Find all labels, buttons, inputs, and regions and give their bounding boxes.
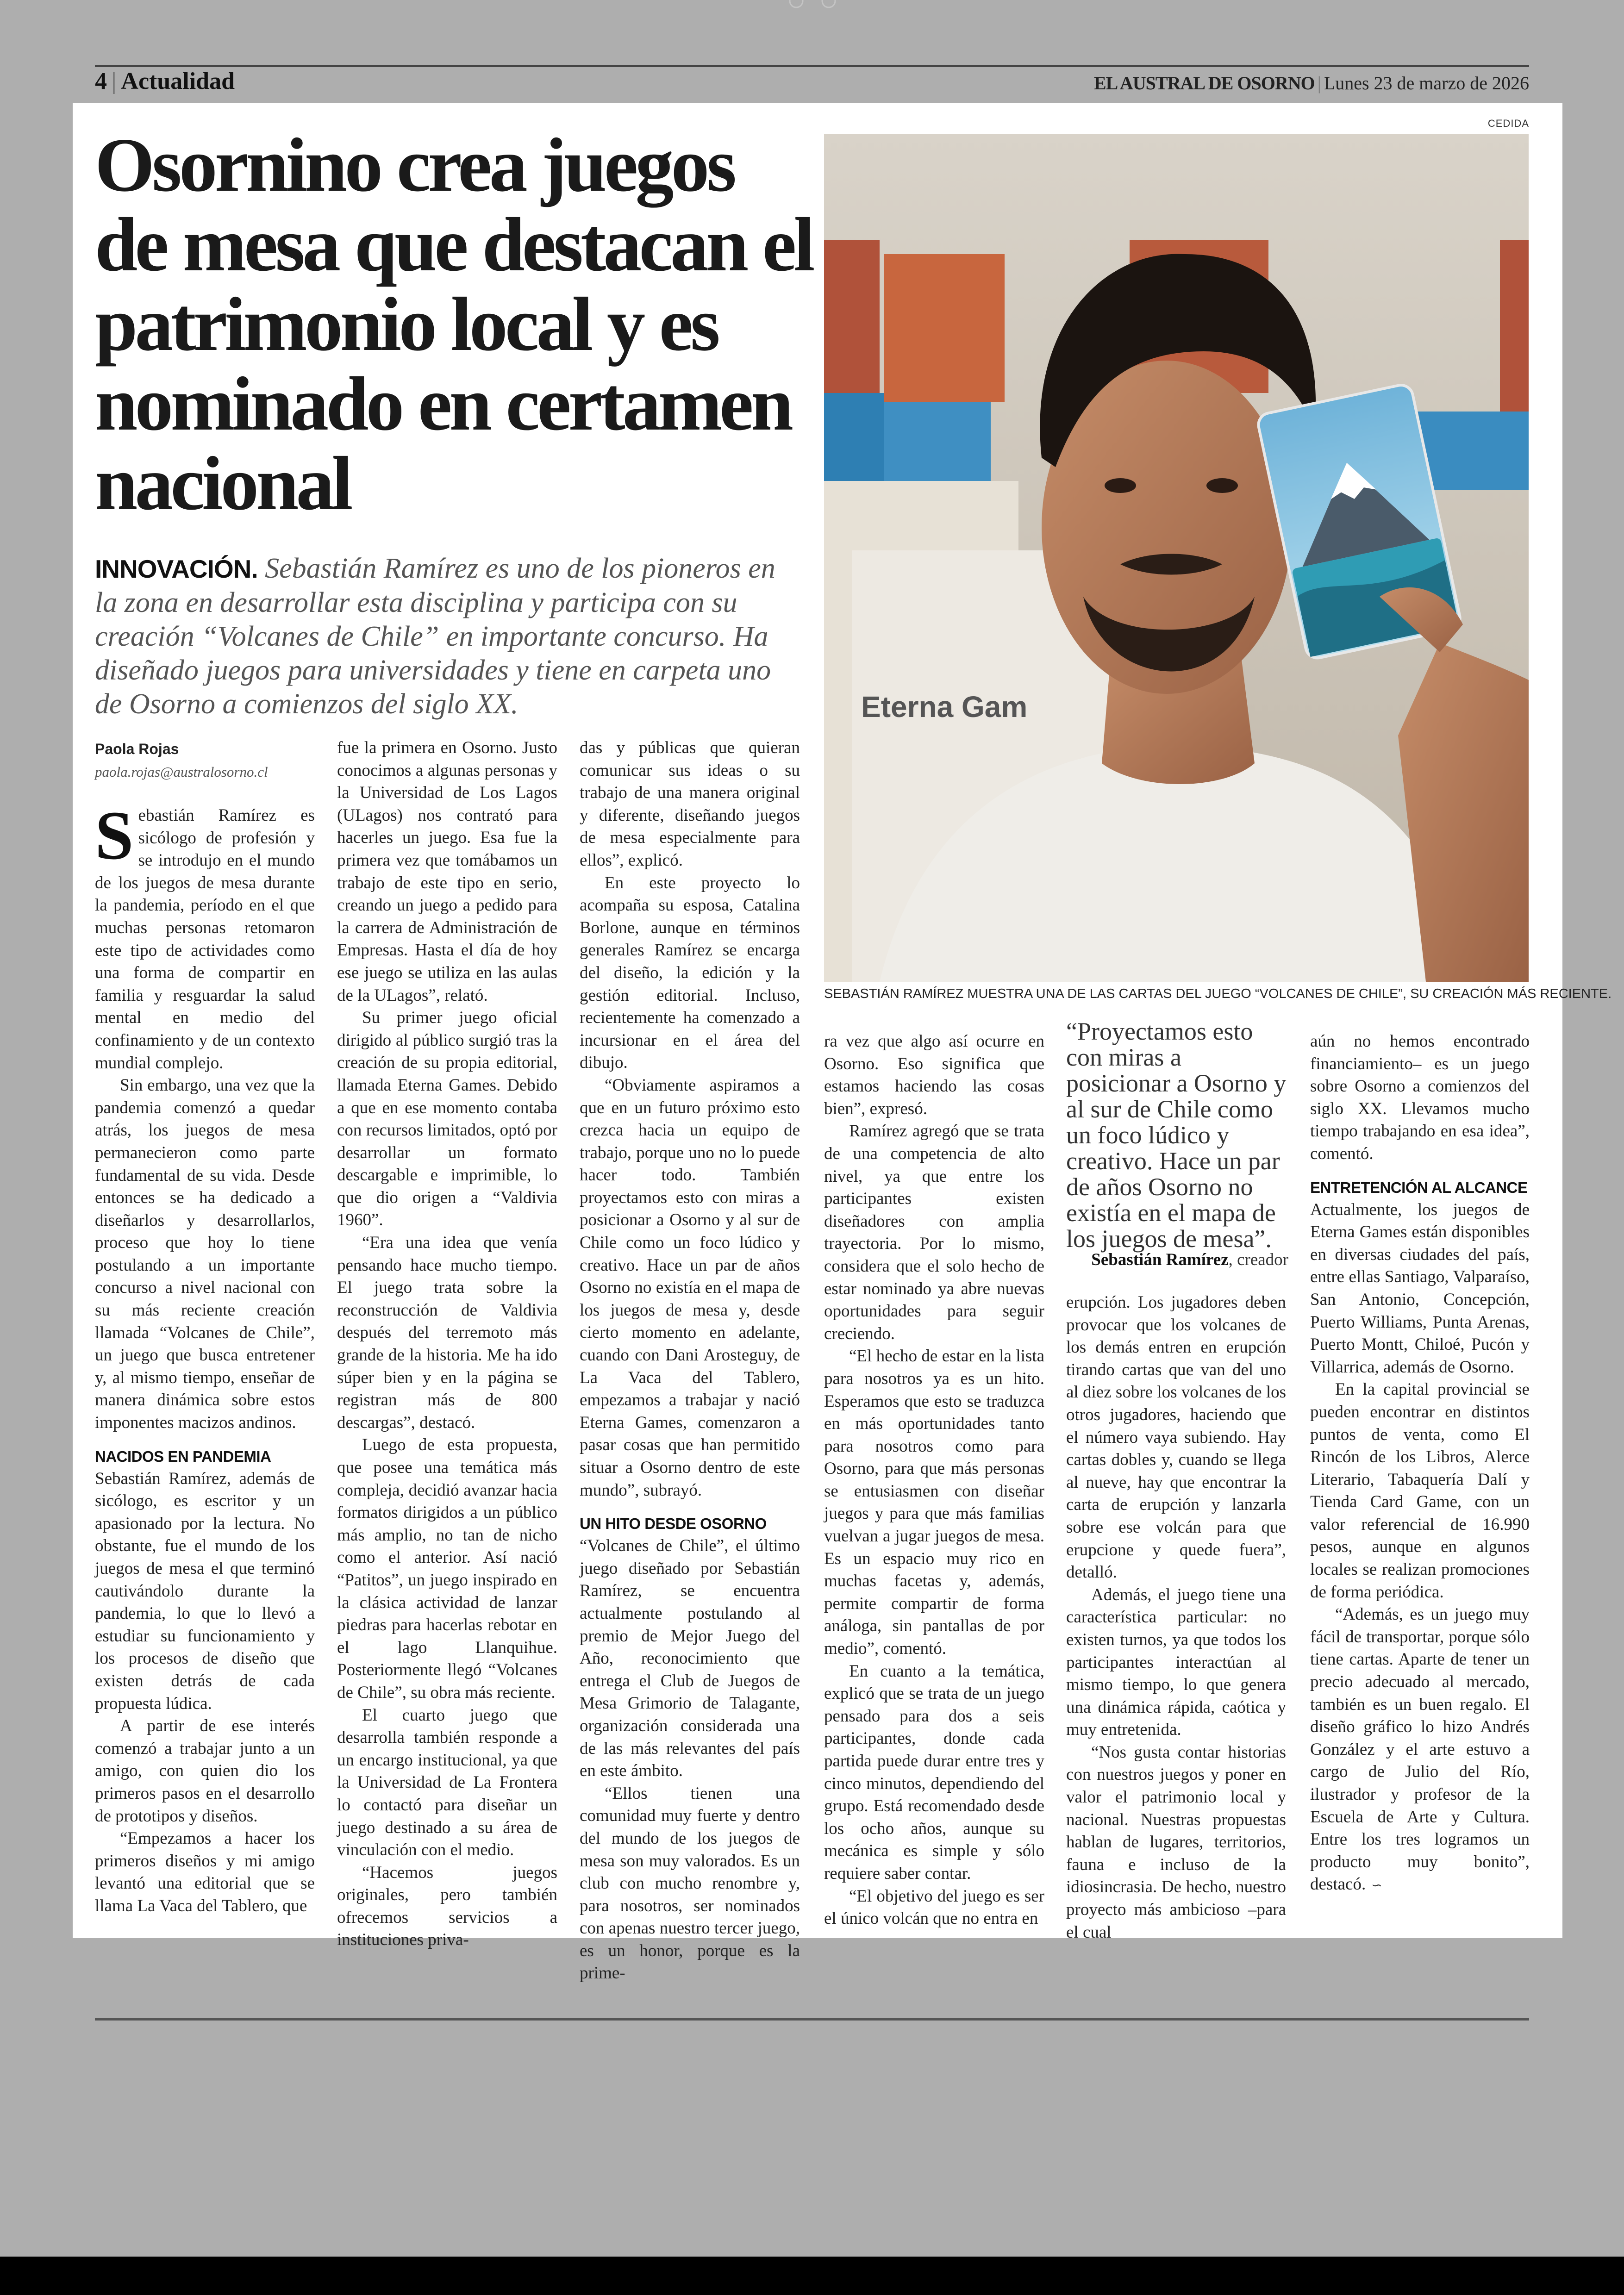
paragraph: “Era una idea que venía pensando hace mucho tiempo. El juego trata sobre la reconstrucción de Valdivia después del terremoto más grande de la historia. Me ha ido súper bien y en la página se registran más de 800 descargas”, destacó.: [337, 1233, 557, 1432]
deck-text: Sebastián Ramírez es uno de los pioneros en la zona en desarrollar esta disciplina y participa con su creación “Volcanes de Chile” en importante concurso. Ha diseñado juegos para universidades y tiene en carpeta uno de Osorno a comienzos del siglo XX.: [95, 553, 775, 720]
paragraph: “Ellos tienen una comunidad muy fuerte y dentro del mundo de los juegos de mesa son muy valorados. Es un club con mucho renombre y, para nosotros, ser nominados con apenas nuestro tercer juego, es un honor, porque es la prime-: [580, 1784, 800, 1983]
paragraph: “Obviamente aspiramos a que en un futuro próximo esto crezca hacia un equipo de trabajo, porque uno no lo puede hacer todo. También proyectamos esto con miras a posicionar a Osorno y al sur de Chile como un foco lúdico y creativo. Hace un par de años Osorno no existía en el mapa de los juegos de mesa y, desde cierto momento en adelante, cuando con Dani Arosteguy, de La Vaca del Tablero, empezamos a trabajar y nació Eterna Games, comenzaron a pasar cosas que han permitido situar a Osorno dentro de este mundo”, subrayó.: [580, 1075, 800, 1500]
deck-kicker: INNOVACIÓN.: [95, 555, 258, 583]
paragraph: Su primer juego oficial dirigido al público surgió tras la creación de su propia editorial, llamada Eterna Games. Debido a que en ese momento contaba con recursos limitados, optó por desarrollar un formato descargable e imprimible, lo que dio origen a “Valdivia 1960”.: [337, 1008, 557, 1230]
viewer-bottom-bar: [0, 2257, 1624, 2295]
paragraph: erupción. Los jugadores deben provocar que los volcanes de los demás entren en erupción tirando cartas que van del uno al diez sobre los volcanes de los otros jugadores, haciendo que el número vaya subiendo. Hay cartas dobles y, cuando se llega al nueve, hay que encontrar la carta de erupción y lanzarla sobre ese volcán para que erupcione y quede fuera”, detalló.: [1066, 1293, 1286, 1582]
headline: Osornino crea juegos de mesa que destacan el patrimonio local y es nominado en certamen nacional: [95, 122, 812, 526]
page-indicator-dots: [778, 0, 852, 14]
paragraph: fue la primera en Osorno. Justo conocimos a algunas personas y la Universidad de Los Lagos (ULagos) nos contrató para hacerles un juego. Esa fue la primera vez que tomábamos un trabajo de este tipo en serio, creando un juego a pedido para la carrera de Administración de Empresas. Hasta el día de hoy ese juego se utiliza en las aulas de la ULagos”, relató.: [337, 738, 557, 1005]
quote-role: , creador: [1228, 1250, 1288, 1269]
issue-date: Lunes 23 de marzo de 2026: [1324, 73, 1529, 94]
paragraph: ra vez que algo así ocurre en Osorno. Eso significa que estamos haciendo las cosas bien”, expresó.: [824, 1032, 1044, 1118]
newspaper-name: EL AUSTRAL DE OSORNO: [1093, 73, 1315, 94]
paragraph: Luego de esta propuesta, que posee una temática más compleja, decidió avanzar hacia formatos dirigidos a un público más amplio, no tan de nicho como el anterior. Así nació “Patitos”, un juego inspirado en la clásica actividad de lanzar piedras para hacerlas rebotar en el lago Llanquihue. Posteriormente llegó “Volcanes de Chile”, su obra más reciente.: [337, 1435, 557, 1702]
photo-credit: CEDIDA: [1487, 118, 1529, 129]
paragraph: En la capital provincial se pueden encontrar en distintos puntos de venta, como El Rincón de los Libros, Alerce Literario, Tabaquería Dalí y Tienda Card Game, con un valor referencial de 16.990 pesos, aunque en algunos locales se realizan promociones de forma periódica.: [1310, 1380, 1530, 1602]
paragraph: En cuanto a la temática, explicó que se trata de un juego pensado para dos a seis participantes, donde cada partida puede durar entre tres y cinco minutos, dependiendo del grupo. Está recomendado desde los ocho años, aunque su mecánica es simple y sólo requiere saber contar.: [824, 1661, 1044, 1883]
paragraph: Sin embargo, una vez que la pandemia comenzó a quedar atrás, los juegos de mesa permanecieron como parte fundamental de su vida. Desde entonces se ha dedicado a diseñarlos y desarrollarlos, proceso que hoy lo tiene postulando a un importante concurso a nivel nacional con su más reciente creación llamada “Volcanes de Chile”, un juego que busca entretener y, al mismo tiempo, enseñar de manera dinámica sobre estos imponentes macizos andinos.: [95, 1076, 315, 1433]
photo-box-text: Eterna Gam: [861, 690, 1028, 723]
paragraph: [95, 797, 315, 1074]
quote-author: Sebastián Ramírez: [1091, 1250, 1229, 1269]
section-name: Actualidad: [121, 68, 235, 94]
article-column-1: [95, 797, 315, 1918]
paragraph: “Nos gusta contar historias con nuestros juegos y poner en valor el patrimonio local y nacional. Nuestras propuestas hablan de lugares, territorios, fauna e incluso de la idiosincrasia. De hecho, nuestro proyecto más ambicioso –para el cual: [1066, 1742, 1286, 1942]
photo-illustration: [824, 134, 1529, 982]
paragraph: [1310, 1603, 1530, 1897]
paragraph: Además, el juego tiene una característica particular: no existen turnos, ya que todos los participantes interactúan al mismo tiempo, lo que genera una dinámica rápida, caótica y muy entretenida.: [1066, 1585, 1286, 1740]
paragraph: “El objetivo del juego es ser el único volcán que no entra en: [824, 1886, 1044, 1928]
pull-quote: “Proyectamos esto con miras a posicionar a Osorno y al sur de Chile como un foco lúdico y creativo. Hace un par de años Osorno no existía en el mapa de los juegos de mesa”.: [1066, 1017, 1287, 1253]
paragraph: Actualmente, los juegos de Eterna Games están disponibles en diversas ciudades del país, entre ellas Santiago, Valparaíso, San Antonio, Concepción, Puerto Williams, Punta Arenas, Puerto Montt, Chiloé, Pucón y Villarrica, además de Osorno.: [1310, 1200, 1530, 1377]
newspaper-dateline: EL AUSTRAL DE OSORNO | Lunes 23 de marzo de 2026: [1093, 73, 1529, 94]
author-email: paola.rojas@australosorno.cl: [95, 764, 268, 780]
drop-cap: S: [95, 797, 134, 874]
header-top-rule: [95, 65, 1529, 67]
subheading: NACIDOS EN PANDEMIA: [95, 1447, 271, 1465]
article-column-4: [824, 1030, 1044, 1930]
paragraph-text: “Además, es un juego muy fácil de transportar, porque sólo tiene cartas. Aparte de tener un precio adecuado al mercado, también es un buen regalo. El diseño gráfico lo hizo Andrés González y el arte estuvo a cargo de Julio del Río, ilustrador y profesor de la Escuela de Arte y Cultura. Entre los tres logramos un producto muy bonito”, destacó.: [1310, 1605, 1530, 1894]
paragraph-text: ebastián Ramírez es sicólogo de profesión y se introdujo en el mundo de los juegos de mesa durante la pandemia, período en el que muchas personas retomaron este tipo de actividades como una forma de compartir en familia y resguardar la salud mental en medio del confinamiento y de un contexto mundial complejo.: [95, 806, 315, 1073]
paragraph: En este proyecto lo acompaña su esposa, Catalina Borlone, aunque en términos generales Ramírez se encarga del diseño, la edición y la gestión editorial. Incluso, recientemente ha comenzado a incursionar en el área del dibujo.: [580, 873, 800, 1073]
paragraph: El cuarto juego que desarrolla también responde a un encargo institucional, ya que la Universidad de La Frontera lo contactó para diseñar un juego destinado a su área de vinculación con el medio.: [337, 1705, 557, 1860]
page-number: 4: [95, 68, 107, 94]
paragraph: das y públicas que quieran comunicar sus ideas o su trabajo de una manera original y diferente, diseñando juegos de mesa especialmente para ellos”, explicó.: [580, 738, 800, 870]
page-bottom-rule: [95, 2018, 1529, 2021]
paragraph: aún no hemos encontrado financiamiento– es un juego sobre Osorno a comienzos del siglo XX. Llevamos mucho tiempo trabajando en esa idea”, comentó.: [1310, 1032, 1530, 1163]
subheading: UN HITO DESDE OSORNO: [580, 1515, 767, 1533]
paragraph: Ramírez agregó que se trata de una competencia de alto nivel, ya que entre los participantes existen diseñadores con amplia trayectoria. Por lo mismo, considera que el solo hecho de estar nominado ya abre nuevas oportunidades para seguir creciendo.: [824, 1122, 1044, 1343]
pull-quote-attribution: [1066, 1250, 1288, 1270]
paragraph: “Hacemos juegos originales, pero también ofrecemos servicios a instituciones priva-: [337, 1863, 557, 1950]
paragraph: “Volcanes de Chile”, el último juego diseñado por Sebastián Ramírez, se encuentra actualmente postulando al premio de Mejor Juego del Año, reconocimiento que entrega el Club de Juegos de Mesa Grimorio de Talagante, organización considerada una de las más relevantes del país en este ámbito.: [580, 1536, 800, 1781]
article-column-3: [580, 737, 800, 1985]
end-mark-icon: ∽: [1371, 1877, 1382, 1893]
paragraph: “Empezamos a hacer los primeros diseños y mi amigo levantó una editorial que se llama La Vaca del Tablero, que: [95, 1829, 315, 1915]
article-column-5: [1066, 1291, 1286, 1944]
deck: [95, 552, 780, 721]
subheading: ENTRETENCIÓN AL ALCANCE: [1310, 1179, 1528, 1196]
article-column-6: [1310, 1030, 1530, 1897]
author-name: Paola Rojas: [95, 741, 179, 757]
paragraph: “El hecho de estar en la lista para nosotros ya es un hito. Esperamos que esto se traduzca en más oportunidades tanto para nosotros como para Osorno, para que más personas se entusiasmen con diseñar juegos y para que más familias vuelvan a jugar juegos de mesa. Es un espacio muy rico en muchas facetas y, además, permite compartir de forma análoga, sin pantallas de por medio”, comentó.: [824, 1347, 1044, 1659]
article-column-2: [337, 737, 557, 1952]
paragraph: A partir de ese interés comenzó a trabajar junto a un amigo, con quien dio los primeros pasos en el desarrollo de prototipos y diseños.: [95, 1716, 315, 1826]
page-section-label: 4 | Actualidad: [95, 68, 235, 94]
article-photo: [824, 134, 1529, 982]
paragraph: Sebastián Ramírez, además de sicólogo, es escritor y un apasionado por la lectura. No obstante, fue el mundo de los juegos de mesa el que terminó cautivándolo durante la pandemia, lo que lo llevó a estudiar su funcionamiento y los procesos de diseño que existen detrás de cada propuesta lúdica.: [95, 1469, 315, 1713]
photo-caption: SEBASTIÁN RAMÍREZ MUESTRA UNA DE LAS CARTAS DEL JUEGO “VOLCANES DE CHILE”, SU CREACIÓN MÁS RECIENTE.: [824, 986, 1612, 1001]
